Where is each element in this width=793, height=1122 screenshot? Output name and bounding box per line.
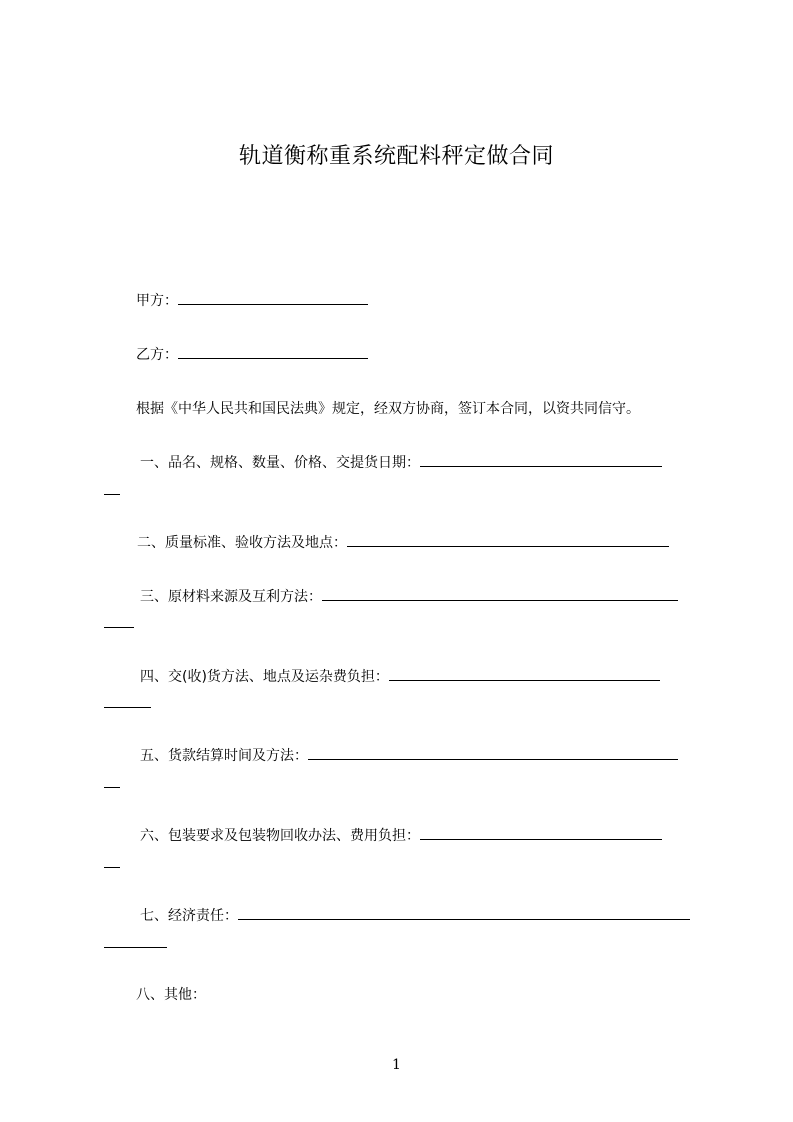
- clause-7-label: 七、经济责任：: [140, 908, 238, 924]
- clause-3-blank-continuation[interactable]: [104, 626, 134, 628]
- preamble-text: 根据《中华人民共和国民法典》规定，经双方协商，签订本合同，以资共同信守。: [136, 401, 640, 417]
- clause-4: [140, 666, 660, 687]
- party-a-line: [136, 290, 368, 311]
- clause-7: [140, 905, 690, 926]
- page-number: 1: [392, 1057, 401, 1073]
- party-b-blank[interactable]: [178, 344, 368, 359]
- clause-5-label: 五、货款结算时间及方法：: [140, 748, 308, 764]
- clause-2-label: 二、质量标准、验收方法及地点：: [137, 535, 347, 551]
- party-a-blank[interactable]: [178, 290, 368, 305]
- party-b-line: [136, 344, 368, 365]
- clause-1: [140, 452, 662, 473]
- clause-5-blank-continuation[interactable]: [104, 786, 120, 788]
- clause-5-blank[interactable]: [308, 745, 678, 760]
- clause-3-blank[interactable]: [322, 586, 678, 601]
- clause-2-blank[interactable]: [347, 532, 669, 547]
- clause-1-blank-continuation[interactable]: [104, 493, 120, 495]
- clause-8-label: 八、其他：: [136, 987, 206, 1003]
- clause-1-label: 一、品名、规格、数量、价格、交提货日期：: [140, 455, 420, 471]
- clause-1-blank[interactable]: [420, 452, 662, 467]
- clause-6-blank[interactable]: [420, 825, 662, 840]
- clause-5: [140, 745, 678, 766]
- clause-6: [140, 825, 662, 846]
- clause-6-label: 六、包装要求及包装物回收办法、费用负担：: [140, 828, 420, 844]
- clause-3-label: 三、原材料来源及互利方法：: [140, 589, 322, 605]
- clause-7-blank-continuation[interactable]: [104, 946, 167, 948]
- clause-4-blank[interactable]: [389, 666, 660, 681]
- clause-6-blank-continuation[interactable]: [104, 866, 120, 868]
- clause-4-blank-continuation[interactable]: [104, 706, 151, 708]
- party-b-label: 乙方：: [136, 347, 178, 363]
- clause-3: [140, 586, 678, 607]
- clause-8: [136, 985, 206, 1005]
- clause-4-label: 四、交(收)货方法、地点及运杂费负担：: [140, 669, 389, 685]
- clause-7-blank[interactable]: [238, 905, 690, 920]
- party-a-label: 甲方：: [136, 293, 178, 309]
- document-title: 轨道衡称重系统配料秤定做合同: [238, 144, 554, 169]
- clause-2: [137, 532, 669, 553]
